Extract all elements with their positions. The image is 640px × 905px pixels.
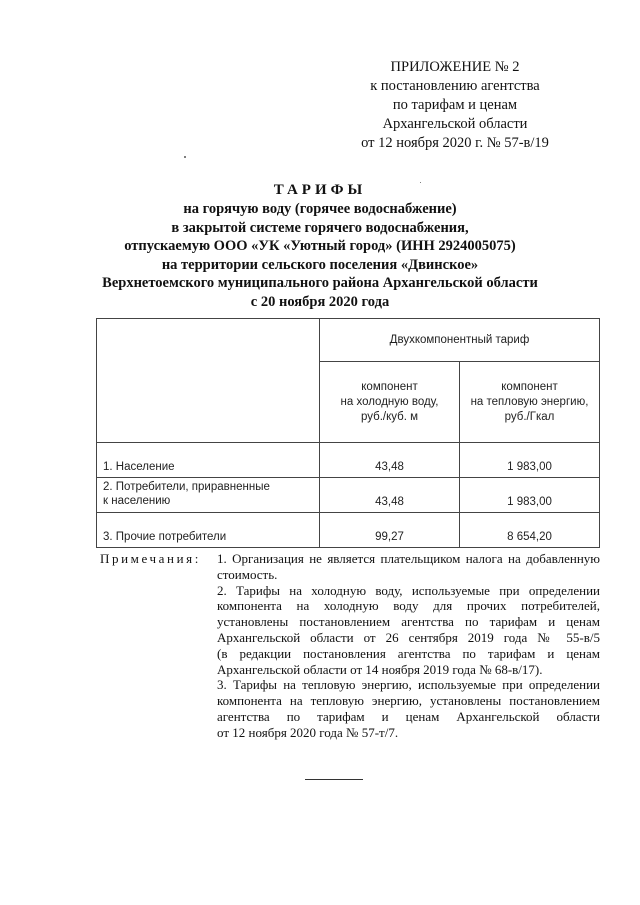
row-cold-value: 43,48 bbox=[320, 443, 460, 478]
row-label: 3. Прочие потребители bbox=[97, 513, 320, 548]
note-line: (в редакции постановления агентства по тарифам и ценам bbox=[217, 645, 600, 661]
title-effective-date: с 20 ноября 2020 года bbox=[250, 293, 390, 310]
title-line: в закрытой системе горячего водоснабжения, bbox=[171, 219, 469, 236]
end-divider bbox=[305, 779, 363, 780]
column-header-text: компонент bbox=[361, 380, 418, 393]
title-line: на горячую воду (горячее водоснабжение) bbox=[183, 201, 457, 217]
note-line: Архангельской области от 14 ноября 2019 года № 68-в/17). bbox=[217, 661, 543, 677]
appendix-date: от 12 ноября 2020 г. № 57-в/19 bbox=[361, 135, 549, 151]
appendix-number: ПРИЛОЖЕНИЕ № 2 bbox=[390, 59, 520, 75]
row-heat-value: 8 654,20 bbox=[460, 513, 600, 548]
scan-speck bbox=[184, 156, 186, 158]
title-line: Верхнетоемского муниципального района Архангельской области bbox=[102, 275, 538, 292]
note-line: компонента на тепловую энергию, установлены постановлением bbox=[217, 693, 600, 709]
appendix-header bbox=[330, 58, 580, 153]
appendix-ref-line: к постановлению агентства bbox=[370, 78, 540, 94]
row-cold-value: 99,27 bbox=[320, 513, 460, 548]
row-label-line: к населению bbox=[103, 495, 171, 507]
note-line: Архангельской области от 26 сентября 2019 года № 55-в/5 bbox=[217, 629, 600, 645]
note-line: установлены постановлением агентства по тарифам и ценам bbox=[217, 614, 600, 630]
appendix-ref-line: по тарифам и ценам bbox=[392, 97, 518, 113]
table-row bbox=[97, 443, 600, 478]
column-header-unit: руб./Гкал bbox=[504, 410, 555, 423]
column-header-text: компонент bbox=[501, 380, 558, 393]
row-cold-value: 43,48 bbox=[320, 478, 460, 513]
title-line: на территории сельского поселения «Двинское» bbox=[161, 256, 479, 273]
notes-label: Примечания: bbox=[100, 551, 201, 566]
document-title bbox=[60, 180, 580, 312]
note-line: 2. Тарифы на холодную воду, используемые при определении bbox=[217, 582, 600, 598]
scan-speck bbox=[420, 182, 421, 183]
row-label bbox=[97, 478, 320, 513]
note-line: агентства по тарифам и ценам Архангельской области bbox=[217, 708, 600, 724]
column-header-text: на холодную воду, bbox=[340, 395, 439, 408]
note-line: от 12 ноября 2020 года № 57-т/7. bbox=[217, 724, 399, 740]
table-header-empty-cell bbox=[97, 319, 320, 443]
table-header-row bbox=[97, 319, 600, 362]
note-line: компонента на холодную воду для прочих потребителей, bbox=[217, 598, 600, 614]
table-row bbox=[97, 478, 600, 513]
note-item bbox=[217, 583, 600, 678]
tariff-table bbox=[96, 318, 600, 548]
appendix-ref-line: Архангельской области bbox=[382, 116, 528, 132]
table-header-group: Двухкомпонентный тариф bbox=[320, 319, 600, 362]
note-line: 1. Организация не является плательщиком налога на добавленную bbox=[217, 551, 600, 566]
table-row bbox=[97, 513, 600, 548]
notes-body bbox=[217, 551, 600, 741]
row-label-line: 2. Потребители, приравненные bbox=[103, 481, 270, 493]
column-header-unit: руб./куб. м bbox=[360, 410, 419, 423]
title-line: отпускаемую ООО «УК «Уютный город» (ИНН 2924005075) bbox=[124, 238, 516, 255]
column-header-text: на тепловую энергию, bbox=[470, 395, 589, 408]
row-heat-value: 1 983,00 bbox=[460, 443, 600, 478]
title-main: ТАРИФЫ bbox=[273, 182, 367, 198]
column-header-cold-water bbox=[320, 362, 460, 443]
note-item bbox=[217, 677, 600, 740]
row-label: 1. Население bbox=[97, 443, 320, 478]
row-heat-value: 1 983,00 bbox=[460, 478, 600, 513]
note-item bbox=[217, 551, 600, 583]
column-header-heat-energy bbox=[460, 362, 600, 443]
note-line: стоимость. bbox=[217, 566, 278, 582]
note-line: 3. Тарифы на тепловую энергию, используемые при определении bbox=[217, 677, 600, 693]
